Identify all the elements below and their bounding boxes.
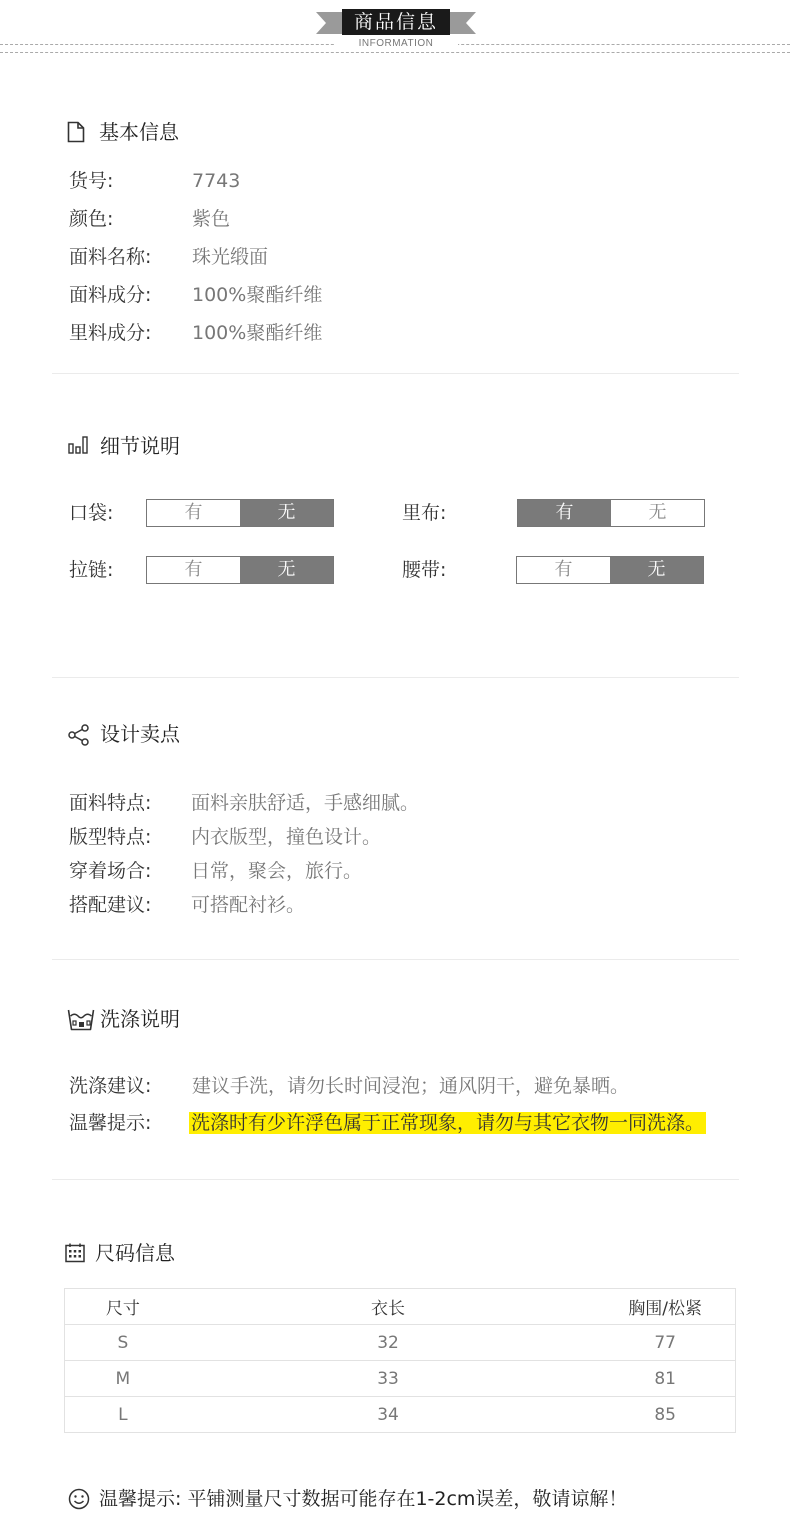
design-label-matching: 搭配建议:: [69, 894, 152, 916]
wash-basin-icon: [67, 1007, 95, 1031]
chest-cell: 77: [595, 1325, 735, 1361]
basic-info-title: 基本信息: [99, 120, 179, 144]
size-cell: M: [65, 1361, 181, 1397]
design-title: 设计卖点: [100, 722, 180, 746]
detail-label-pocket: 口袋:: [69, 502, 114, 524]
length-cell: 33: [181, 1361, 596, 1397]
basic-label-fabric-name: 面料名称:: [69, 246, 152, 268]
banner-left-flag-icon: [316, 12, 342, 34]
belt-no-option: 无: [610, 557, 703, 583]
basic-value-fabric-composition: 100%聚酯纤维: [192, 284, 323, 306]
footer-note: 温馨提示: 平铺测量尺寸数据可能存在1-2cm误差，敬请谅解！: [99, 1488, 628, 1510]
design-value-matching: 可搭配衬衫。: [191, 894, 306, 916]
design-value-fit: 内衣版型，撞色设计。: [191, 826, 382, 848]
table-row: [65, 1361, 736, 1397]
wash-label-advice: 洗涤建议:: [69, 1075, 152, 1097]
length-cell: 34: [181, 1397, 596, 1433]
section-divider: [52, 373, 739, 374]
smiley-icon: [68, 1488, 90, 1510]
basic-label-lining-composition: 里料成分:: [69, 322, 152, 344]
size-cell: S: [65, 1325, 181, 1361]
size-header-chest: 胸围/松紧: [595, 1289, 735, 1325]
chest-cell: 81: [595, 1361, 735, 1397]
header-subtitle: INFORMATION: [334, 37, 458, 51]
size-title: 尺码信息: [95, 1241, 175, 1265]
belt-toggle: [516, 556, 704, 584]
detail-label-belt: 腰带:: [402, 559, 447, 581]
banner-right-flag-icon: [450, 12, 476, 34]
lining-yes-option: 有: [518, 500, 611, 526]
size-header-length: 衣长: [181, 1289, 596, 1325]
wash-title: 洗涤说明: [100, 1007, 180, 1031]
document-icon: [67, 121, 85, 143]
basic-value-item-no: 7743: [192, 170, 241, 192]
lining-no-option: 无: [648, 502, 667, 523]
design-label-fit: 版型特点:: [69, 826, 152, 848]
bar-chart-icon: [68, 436, 88, 454]
section-divider: [52, 677, 739, 678]
zipper-no-option: 无: [240, 557, 333, 583]
section-divider: [52, 959, 739, 960]
lining-toggle: [517, 499, 705, 527]
share-icon: [68, 724, 90, 746]
design-value-occasion: 日常，聚会，旅行。: [191, 860, 363, 882]
size-cell: L: [65, 1397, 181, 1433]
detail-label-zipper: 拉链:: [69, 559, 114, 581]
wash-tip-highlight: 洗涤时有少许浮色属于正常现象，请勿与其它衣物一同洗涤。: [191, 1112, 705, 1134]
basic-value-fabric-name: 珠光缎面: [192, 246, 269, 268]
details-title: 细节说明: [100, 434, 180, 458]
zipper-toggle: [146, 556, 334, 584]
header-divider-bottom: [0, 52, 790, 53]
calendar-icon: [65, 1243, 85, 1263]
basic-label-color: 颜色:: [69, 208, 114, 230]
chest-cell: 85: [595, 1397, 735, 1433]
pocket-toggle: [146, 499, 334, 527]
table-row: [65, 1325, 736, 1361]
design-label-occasion: 穿着场合:: [69, 860, 152, 882]
pocket-yes-option: 有: [184, 502, 203, 523]
belt-yes-option: 有: [554, 559, 573, 580]
table-row: [65, 1397, 736, 1433]
wash-value-tip-wrapper: [189, 1111, 706, 1135]
size-table: [64, 1288, 736, 1433]
design-label-fabric: 面料特点:: [69, 792, 152, 814]
basic-label-item-no: 货号:: [69, 170, 114, 192]
length-cell: 32: [181, 1325, 596, 1361]
basic-value-lining-composition: 100%聚酯纤维: [192, 322, 323, 344]
detail-label-lining: 里布:: [402, 502, 447, 524]
wash-label-tip: 温馨提示:: [69, 1112, 152, 1134]
header-title: 商品信息: [342, 9, 450, 35]
size-header-size: 尺寸: [65, 1289, 181, 1325]
zipper-yes-option: 有: [184, 559, 203, 580]
section-divider: [52, 1179, 739, 1180]
pocket-no-option: 无: [240, 500, 333, 526]
design-value-fabric: 面料亲肤舒适，手感细腻。: [191, 792, 420, 814]
wash-value-advice: 建议手洗，请勿长时间浸泡；通风阴干，避免暴晒。: [192, 1075, 630, 1097]
basic-value-color: 紫色: [192, 208, 231, 230]
size-table-header-row: [65, 1289, 736, 1325]
basic-label-fabric-composition: 面料成分:: [69, 284, 152, 306]
